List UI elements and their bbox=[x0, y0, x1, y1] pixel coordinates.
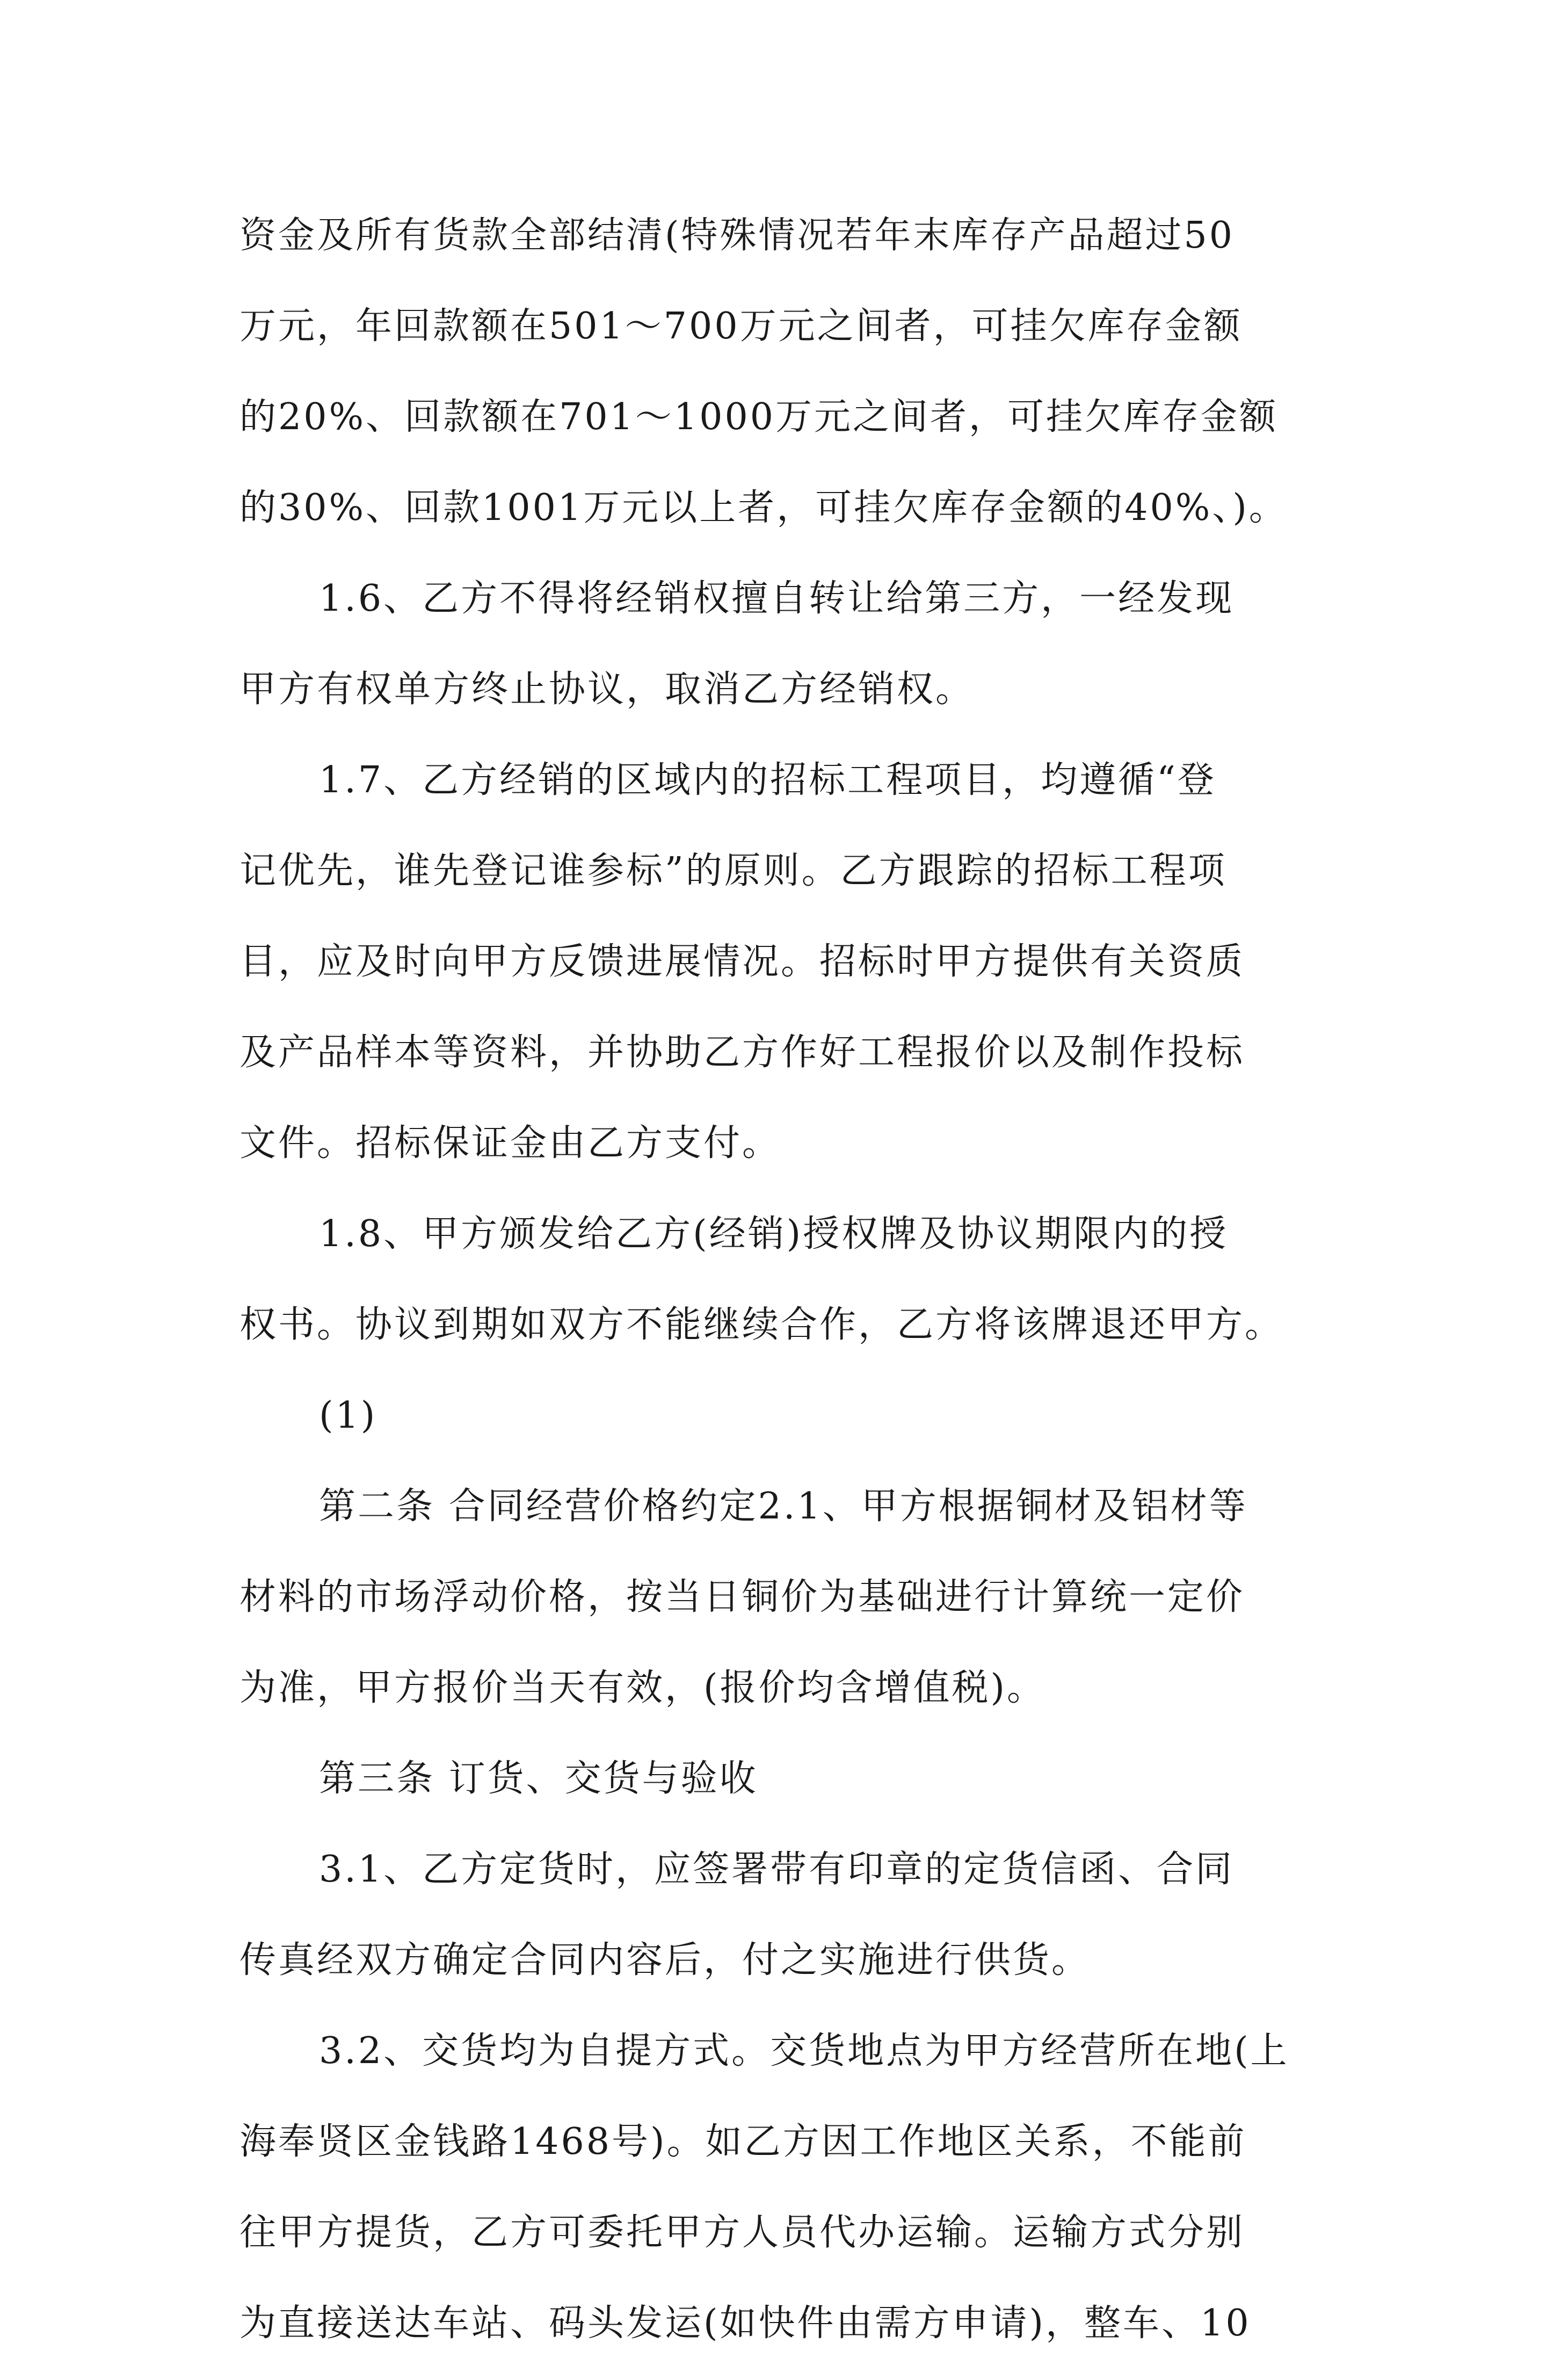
paragraph-line: 材料的市场浮动价格，按当日铜价为基础进行计算统一定价 bbox=[239, 1576, 1245, 1618]
paragraph-line: 权书。协议到期如双方不能继续合作，乙方将该牌退还甲方。 bbox=[239, 1304, 1284, 1346]
paragraph-line-clause-3-2: 3.2、交货均为自提方式。交货地点为甲方经营所在地(上 bbox=[319, 2030, 1289, 2072]
paragraph-line: 目，应及时向甲方反馈进展情况。招标时甲方提供有关资质 bbox=[239, 941, 1245, 983]
paragraph-line-number: (1) bbox=[319, 1394, 377, 1437]
paragraph-line-clause-3-1: 3.1、乙方定货时，应签署带有印章的定货信函、合同 bbox=[319, 1848, 1235, 1891]
article-2-heading: 第二条 合同经营价格约定2.1、甲方根据铜材及铝材等 bbox=[319, 1485, 1248, 1528]
paragraph-line: 万元，年回款额在501～700万元之间者，可挂欠库存金额 bbox=[239, 305, 1243, 348]
paragraph-line: 资金及所有货款全部结清(特殊情况若年末库存产品超过50 bbox=[239, 214, 1235, 257]
paragraph-line: 为直接送达车站、码头发运(如快件由需方申请)，整车、10 bbox=[239, 2302, 1251, 2345]
paragraph-line: 往甲方提货，乙方可委托甲方人员代办运输。运输方式分别 bbox=[239, 2211, 1245, 2254]
paragraph-line: 文件。招标保证金由乙方支付。 bbox=[239, 1122, 781, 1164]
paragraph-line: 甲方有权单方终止协议，取消乙方经销权。 bbox=[239, 668, 975, 711]
paragraph-line: 的20%、回款额在701～1000万元之间者，可挂欠库存金额 bbox=[239, 396, 1278, 438]
paragraph-line: 记优先，谁先登记谁参标”的原则。乙方跟踪的招标工程项 bbox=[239, 850, 1227, 892]
paragraph-line-clause-1-6: 1.6、乙方不得将经销权擅自转让给第三方，一经发现 bbox=[319, 577, 1235, 620]
paragraph-line: 的30%、回款1001万元以上者，可挂欠库存金额的40%、)。 bbox=[239, 487, 1288, 529]
paragraph-line: 为准，甲方报价当天有效，(报价均含增值税)。 bbox=[239, 1667, 1046, 1709]
document-body bbox=[239, 201, 1319, 2380]
paragraph-line-clause-1-8: 1.8、甲方颁发给乙方(经销)授权牌及协议期限内的授 bbox=[319, 1213, 1229, 1255]
article-3-heading: 第三条 订货、交货与验收 bbox=[319, 1757, 758, 1800]
paragraph-line: 及产品样本等资料，并协助乙方作好工程报价以及制作投标 bbox=[239, 1031, 1245, 1074]
paragraph-line: 传真经双方确定合同内容后，付之实施进行供货。 bbox=[239, 1939, 1091, 1981]
paragraph-line: 海奉贤区金钱路1468号)。如乙方因工作地区关系，不能前 bbox=[239, 2121, 1247, 2163]
paragraph-line-clause-1-7: 1.7、乙方经销的区域内的招标工程项目，均遵循“登 bbox=[319, 759, 1216, 801]
